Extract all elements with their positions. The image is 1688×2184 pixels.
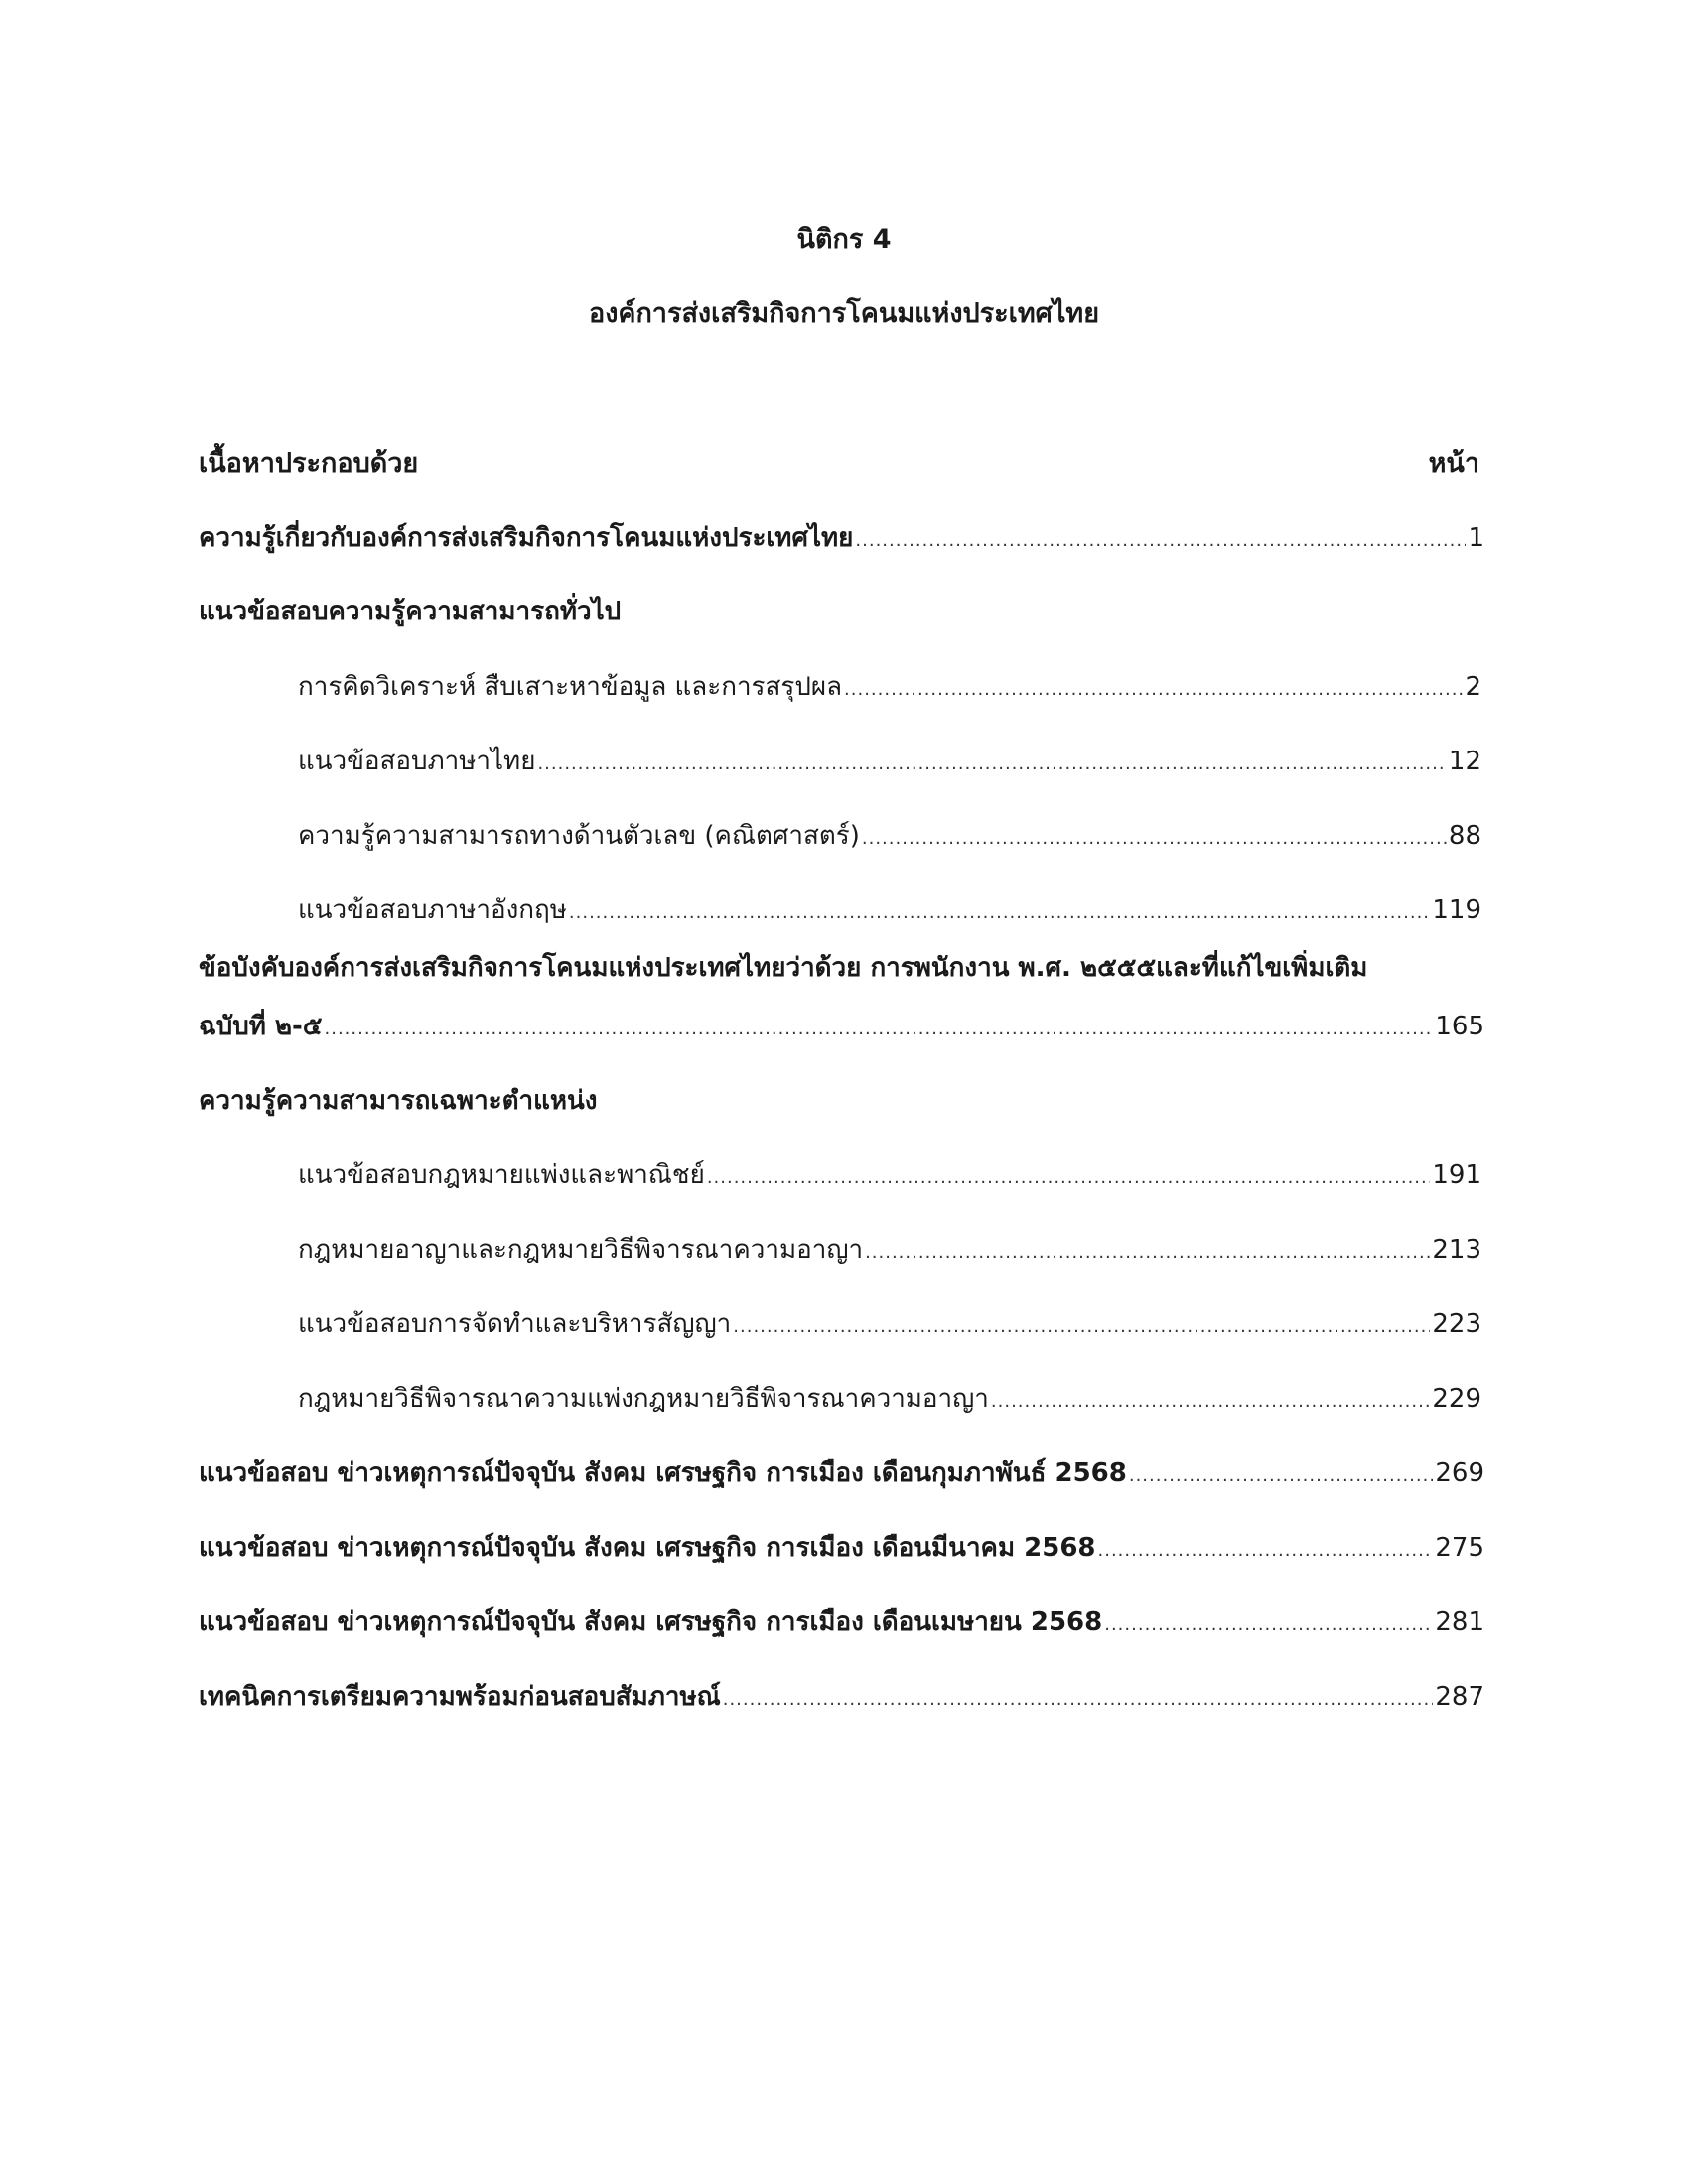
toc-entry-page: 165	[1435, 1012, 1484, 1041]
toc-entry-text: ความรู้เกี่ยวกับองค์การส่งเสริมกิจการโคนมแห่งประเทศไทย	[199, 523, 854, 553]
toc-header-page: หน้า	[1428, 448, 1479, 478]
toc-entry-page: 88	[1448, 821, 1481, 851]
toc-entry-page: 223	[1432, 1309, 1481, 1339]
toc-entry[interactable]	[199, 1679, 1484, 1717]
dot-leader	[862, 821, 1447, 857]
toc-entry[interactable]	[298, 669, 1481, 708]
dot-leader	[1129, 1458, 1434, 1494]
toc-entry-text: ความรู้ความสามารถทางด้านตัวเลข (คณิตศาสตร์)	[298, 821, 860, 851]
toc-section-heading: ความรู้ความสามารถเฉพาะตำแหน่ง	[199, 1086, 598, 1116]
toc-entry-page: 12	[1448, 747, 1481, 776]
toc-entry[interactable]	[298, 1158, 1481, 1196]
toc-entry[interactable]	[199, 1009, 1484, 1047]
toc-entry-page: 287	[1435, 1682, 1484, 1711]
toc-entry[interactable]	[298, 818, 1481, 857]
toc-entry-text: แนวข้อสอบกฎหมายแพ่งและพาณิชย์	[298, 1160, 705, 1190]
toc-entry-page: 275	[1435, 1533, 1484, 1563]
organization-title: องค์การส่งเสริมกิจการโคนมแห่งประเทศไทย	[588, 298, 1100, 329]
toc-entry-text-line1: ข้อบังคับองค์การส่งเสริมกิจการโคนมแห่งประเทศไทยว่าด้วย การพนักงาน พ.ศ. ๒๕๕๕และที่แก้ไขเพิ่มเติม	[199, 953, 1368, 983]
toc-entry[interactable]	[199, 1530, 1484, 1569]
toc-entry-text: กฎหมายอาญาและกฎหมายวิธีพิจารณาความอาญา	[298, 1235, 864, 1265]
dot-leader	[325, 1012, 1434, 1047]
toc-entry-page: 2	[1465, 672, 1481, 702]
dot-leader	[865, 1235, 1430, 1271]
toc-entry-text: กฎหมายวิธีพิจารณาความแพ่งกฎหมายวิธีพิจารณาความอาญา	[298, 1384, 989, 1414]
toc-entry[interactable]	[298, 744, 1481, 782]
toc-entry[interactable]	[298, 1306, 1481, 1345]
toc-entry-page: 281	[1435, 1607, 1484, 1637]
toc-header	[199, 446, 1479, 481]
toc-entry-text: การคิดวิเคราะห์ สืบเสาะหาข้อมูล และการสรุปผล	[298, 672, 843, 702]
toc-entry[interactable]	[298, 1232, 1481, 1271]
toc-entry-text: แนวข้อสอบการจัดทำและบริหารสัญญา	[298, 1309, 732, 1339]
toc-entry[interactable]	[199, 1455, 1484, 1494]
dot-leader	[723, 1682, 1434, 1717]
toc-entry-text: แนวข้อสอบ ข่าวเหตุการณ์ปัจจุบัน สังคม เศรษฐกิจ การเมือง เดือนกุมภาพันธ์ 2568	[199, 1458, 1127, 1488]
toc-entry-text: เทคนิคการเตรียมความพร้อมก่อนสอบสัมภาษณ์	[199, 1682, 721, 1711]
dot-leader	[1098, 1533, 1434, 1569]
toc-entry-page: 213	[1432, 1235, 1481, 1265]
toc-entry-text: แนวข้อสอบ ข่าวเหตุการณ์ปัจจุบัน สังคม เศรษฐกิจ การเมือง เดือนเมษายน 2568	[199, 1607, 1103, 1637]
toc-header-contents: เนื้อหาประกอบด้วย	[199, 448, 419, 478]
toc-entry[interactable]	[298, 1381, 1481, 1420]
dot-leader	[991, 1384, 1430, 1420]
toc-entry-text: แนวข้อสอบภาษาไทย	[298, 747, 536, 776]
toc-entry-text: แนวข้อสอบภาษาอังกฤษ	[298, 895, 567, 925]
toc-entry-page: 269	[1435, 1458, 1484, 1488]
toc-entry-page: 119	[1432, 895, 1481, 925]
toc-entry[interactable]	[199, 520, 1484, 559]
toc-entry-page: 1	[1468, 523, 1484, 553]
toc-entry-page: 191	[1432, 1160, 1481, 1190]
toc-entry-page: 229	[1432, 1384, 1481, 1414]
document-title: นิติกร 4	[796, 224, 892, 255]
dot-leader	[844, 672, 1463, 708]
dot-leader	[569, 895, 1430, 931]
dot-leader	[1104, 1607, 1433, 1643]
toc-entry-text-line2: ฉบับที่ ๒-๕	[199, 1012, 323, 1041]
dot-leader	[855, 523, 1466, 559]
dot-leader	[733, 1309, 1430, 1345]
dot-leader	[707, 1160, 1431, 1196]
toc-entry[interactable]	[298, 892, 1481, 931]
toc-section-heading: แนวข้อสอบความรู้ความสามารถทั่วไป	[199, 597, 622, 626]
dot-leader	[537, 747, 1446, 782]
toc-entry[interactable]	[199, 1604, 1484, 1643]
toc-entry-text: แนวข้อสอบ ข่าวเหตุการณ์ปัจจุบัน สังคม เศรษฐกิจ การเมือง เดือนมีนาคม 2568	[199, 1533, 1096, 1563]
